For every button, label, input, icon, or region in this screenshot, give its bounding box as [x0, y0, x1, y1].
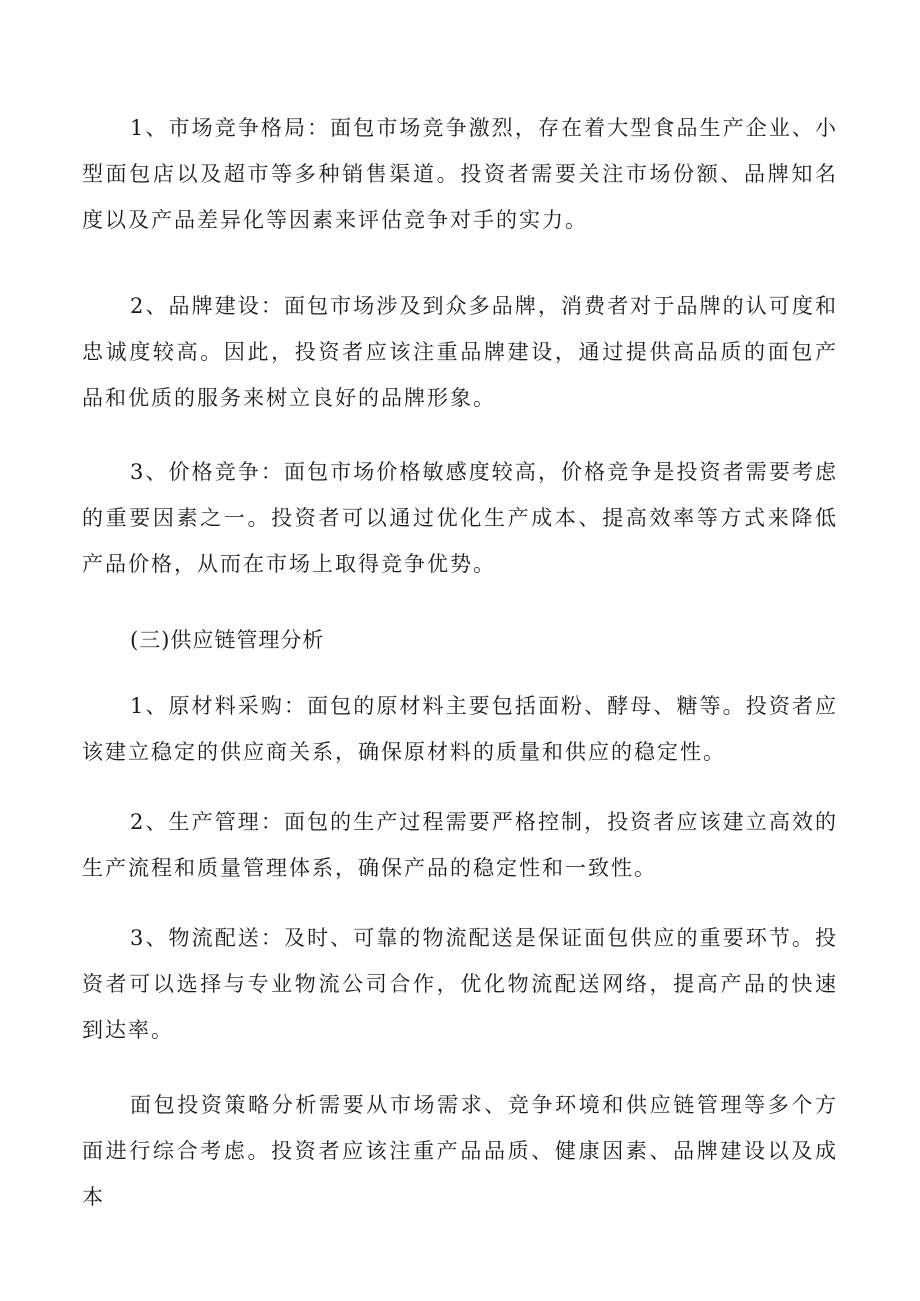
paragraph-raw-material-procurement: 1、原材料采购：面包的原材料主要包括面粉、酵母、糖等。投资者应该建立稳定的供应商关系，确保原材料的质量和供应的稳定性。 [82, 694, 838, 764]
paragraph-brand-building: 2、品牌建设：面包市场涉及到众多品牌，消费者对于品牌的认可度和忠诚度较高。因此，投资者应该注重品牌建设，通过提供高品质的面包产品和优质的服务来树立良好的品牌形象。 [82, 294, 838, 410]
paragraph-conclusion: 面包投资策略分析需要从市场需求、竞争环境和供应链管理等多个方面进行综合考虑。投资者应该注重产品品质、健康因素、品牌建设以及成本 [82, 1093, 838, 1209]
paragraph-production-management: 2、生产管理：面包的生产过程需要严格控制，投资者应该建立高效的生产流程和质量管理体系，确保产品的稳定性和一致性。 [82, 810, 838, 880]
paragraph-price-competition: 3、价格竞争：面包市场价格敏感度较高，价格竞争是投资者需要考虑的重要因素之一。投资者可以通过优化生产成本、提高效率等方式来降低产品价格，从而在市场上取得竞争优势。 [82, 460, 838, 576]
paragraph-logistics-distribution: 3、物流配送：及时、可靠的物流配送是保证面包供应的重要环节。投资者可以选择与专业物流公司合作，优化物流配送网络，提高产品的快速到达率。 [82, 926, 838, 1042]
paragraph-market-competition: 1、市场竞争格局：面包市场竞争激烈，存在着大型食品生产企业、小型面包店以及超市等多种销售渠道。投资者需要关注市场份额、品牌知名度以及产品差异化等因素来评估竞争对手的实力。 [82, 116, 838, 232]
section-heading-supply-chain: (三)供应链管理分析 [130, 628, 325, 652]
